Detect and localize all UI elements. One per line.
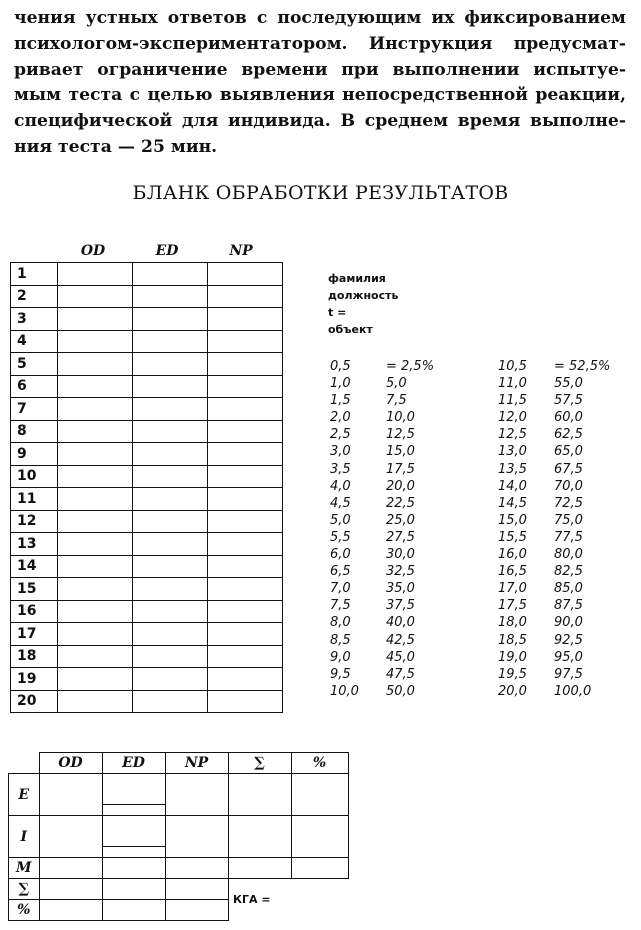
answer-cell-np[interactable] [208,578,283,601]
row-number: 5 [11,353,58,376]
percent-value: 57,5 [554,393,583,409]
answer-cell-ed[interactable] [133,263,208,286]
percent-value: 90,0 [554,615,583,631]
summary-cell[interactable] [39,858,102,879]
answer-cell-np[interactable] [208,330,283,353]
summary-cell[interactable] [102,879,165,900]
raw-score: 8,0 [330,615,351,631]
column-header-od: OD [80,243,106,259]
raw-score: 9,5 [330,666,351,682]
summary-cell[interactable] [291,816,348,858]
answer-row [11,263,283,286]
row-number: 11 [11,488,58,511]
percent-value: 80,0 [554,547,583,563]
answer-cell-np[interactable] [208,443,283,466]
percent-value: 85,0 [554,581,583,597]
raw-score: 19,0 [498,649,527,665]
row-number: 18 [11,645,58,668]
raw-score: 10,5 [498,359,527,374]
paragraph-line: мым теста с целью выявления непосредственной реакции, [14,85,626,106]
answer-cell-np[interactable] [208,510,283,533]
summary-cell[interactable] [102,774,165,816]
summary-cell[interactable] [228,816,291,858]
percent-value: = 52,5% [554,359,611,374]
summary-cell[interactable] [165,900,228,921]
answer-cell-ed[interactable] [133,308,208,331]
percent-value: 50,0 [386,683,415,699]
percent-value: 82,5 [554,564,583,580]
answer-cell-ed[interactable] [133,555,208,578]
answer-cell-np[interactable] [208,690,283,713]
summary-column-header: OD [39,753,102,774]
time-label: t = [328,306,347,319]
page-heading: БЛАНК ОБРАБОТКИ РЕЗУЛЬТАТОВ [132,182,509,204]
percent-value: 20,0 [386,478,415,494]
conversion-row [498,375,624,392]
raw-score: 2,5 [330,427,351,443]
corner-cell [9,753,40,774]
answer-cell-np[interactable] [208,263,283,286]
split-line [103,826,165,848]
percent-value: 37,5 [386,598,415,614]
answer-cell-ed[interactable] [133,375,208,398]
answer-cell-np[interactable] [208,555,283,578]
row-number: 19 [11,668,58,691]
raw-score: 6,5 [330,564,351,580]
summary-cell[interactable] [165,774,228,816]
row-number: 15 [11,578,58,601]
subject-info [328,270,398,338]
answer-cell-od[interactable] [58,623,133,646]
answer-row [11,375,283,398]
conversion-row [330,443,456,460]
conversion-row [498,649,624,666]
conversion-row [498,495,624,512]
percent-value: 70,0 [554,478,583,494]
percent-value: 22,5 [386,495,415,511]
conversion-row [498,563,624,580]
percent-value: 32,5 [386,564,415,580]
raw-score: 11,0 [498,376,527,392]
raw-score: 5,5 [330,529,351,545]
summary-cell[interactable] [102,900,165,921]
raw-score: 5,0 [330,512,351,528]
summary-cell[interactable] [165,816,228,858]
conversion-table-left [330,358,456,700]
answer-cell-od[interactable] [58,690,133,713]
answer-cell-ed[interactable] [133,443,208,466]
conversion-row [498,461,624,478]
summary-header-row [9,753,349,774]
answer-cell-ed[interactable] [133,600,208,623]
answer-cell-np[interactable] [208,668,283,691]
answer-cell-np[interactable] [208,308,283,331]
summary-row [9,858,349,879]
answer-cell-np[interactable] [208,398,283,421]
conversion-row [498,666,624,683]
intro-paragraph [14,6,626,161]
raw-score: 3,0 [330,444,351,460]
conversion-row [330,597,456,614]
percent-value: 17,5 [386,461,415,477]
answer-cell-od[interactable] [58,263,133,286]
summary-column-header: ∑ [228,753,291,774]
answer-cell-np[interactable] [208,353,283,376]
answer-cell-np[interactable] [208,600,283,623]
answer-cell-od[interactable] [58,578,133,601]
position-label: должность [328,289,399,302]
summary-row-label: E [9,774,40,816]
conversion-row [330,580,456,597]
conversion-row [330,478,456,495]
column-header-np: NP [229,243,253,259]
summary-cell[interactable] [291,858,348,879]
raw-score: 4,0 [330,478,351,494]
answer-cell-ed[interactable] [133,623,208,646]
paragraph-line: чения устных ответов с последующим их фиксированием [14,8,626,28]
raw-score: 1,0 [330,376,351,392]
answer-row [11,690,283,713]
percent-value: 10,0 [386,410,415,426]
answer-cell-np[interactable] [208,488,283,511]
conversion-row [330,666,456,683]
percent-value: 25,0 [386,512,415,528]
answer-cell-od[interactable] [58,353,133,376]
answer-cell-od[interactable] [58,488,133,511]
answer-cell-od[interactable] [58,285,133,308]
percent-value: 97,5 [554,666,583,682]
answer-row [11,555,283,578]
percent-value: 7,5 [386,393,407,409]
answer-cell-ed[interactable] [133,465,208,488]
row-number: 8 [11,420,58,443]
answer-cell-od[interactable] [58,375,133,398]
answer-cell-ed[interactable] [133,285,208,308]
summary-cell[interactable] [39,774,102,816]
raw-score: 16,0 [498,547,527,563]
answer-cell-od[interactable] [58,668,133,691]
percent-value: 75,0 [554,512,583,528]
raw-score: 6,0 [330,547,351,563]
raw-score: 12,5 [498,427,527,443]
answer-cell-od[interactable] [58,330,133,353]
answer-cell-ed[interactable] [133,533,208,556]
percent-value: 27,5 [386,529,415,545]
answer-cell-od[interactable] [58,465,133,488]
row-number: 6 [11,375,58,398]
row-number: 13 [11,533,58,556]
row-number: 2 [11,285,58,308]
conversion-row [330,649,456,666]
conversion-row [330,632,456,649]
answer-cell-ed[interactable] [133,668,208,691]
percent-value: 15,0 [386,444,415,460]
conversion-row [498,529,624,546]
paragraph-line: психологом-экспериментатором. Инструкция предусмат- [14,33,626,54]
raw-score: 19,5 [498,666,527,682]
percent-value: = 2,5% [386,359,435,374]
answer-row [11,443,283,466]
conversion-row [498,392,624,409]
summary-row [9,900,349,921]
percent-value: 67,5 [554,461,583,477]
answer-row [11,510,283,533]
row-number: 9 [11,443,58,466]
answer-row [11,308,283,331]
conversion-row [330,512,456,529]
percent-value: 55,0 [554,376,583,392]
answer-row [11,623,283,646]
percent-value: 65,0 [554,444,583,460]
conversion-row [330,529,456,546]
paragraph-line: специфической для индивида. В среднем время выполне- [14,111,626,132]
answer-cell-ed[interactable] [133,510,208,533]
percent-value: 95,0 [554,649,583,665]
raw-score: 10,0 [330,683,359,699]
summary-row [9,879,349,900]
summary-cell[interactable] [102,816,165,858]
summary-row [9,774,349,816]
row-number: 3 [11,308,58,331]
answer-table [10,262,283,713]
answer-row [11,398,283,421]
percent-value: 30,0 [386,547,415,563]
raw-score: 7,0 [330,581,351,597]
answer-row [11,285,283,308]
raw-score: 17,5 [498,598,527,614]
summary-row-label: ∑ [9,879,40,900]
conversion-row [330,683,456,700]
percent-value: 100,0 [554,683,592,699]
conversion-row [330,426,456,443]
raw-score: 17,0 [498,581,527,597]
answer-cell-od[interactable] [58,398,133,421]
answer-row [11,465,283,488]
paragraph-line: ния теста — 25 мин. [14,136,218,157]
raw-score: 0,5 [330,359,351,374]
raw-score: 14,0 [498,478,527,494]
summary-row [9,816,349,858]
raw-score: 13,5 [498,461,527,477]
answer-cell-od[interactable] [58,443,133,466]
percent-value: 12,5 [386,427,415,443]
summary-cell[interactable] [39,816,102,858]
summary-cell[interactable] [291,774,348,816]
answer-cell-od[interactable] [58,645,133,668]
conversion-row [498,409,624,426]
summary-cell[interactable] [39,879,102,900]
percent-value: 60,0 [554,410,583,426]
summary-column-header: ED [102,753,165,774]
summary-cell[interactable] [102,858,165,879]
conversion-row [498,632,624,649]
conversion-row [498,478,624,495]
raw-score: 16,5 [498,564,527,580]
answer-row [11,645,283,668]
conversion-row [330,614,456,631]
summary-row-label: M [9,858,40,879]
percent-value: 35,0 [386,581,415,597]
raw-score: 4,5 [330,495,351,511]
raw-score: 15,0 [498,512,527,528]
row-number: 14 [11,555,58,578]
answer-cell-np[interactable] [208,623,283,646]
raw-score: 1,5 [330,393,351,409]
summary-cell[interactable] [165,858,228,879]
answer-row [11,578,283,601]
summary-column-header: NP [165,753,228,774]
answer-row [11,488,283,511]
summary-cell[interactable] [228,858,291,879]
raw-score: 20,0 [498,683,527,699]
conversion-row [330,495,456,512]
answer-cell-od[interactable] [58,533,133,556]
row-number: 20 [11,690,58,713]
object-label: объект [328,323,373,336]
row-number: 7 [11,398,58,421]
summary-table [8,752,349,921]
raw-score: 15,5 [498,529,527,545]
summary-cell[interactable] [165,879,228,900]
answer-cell-np[interactable] [208,533,283,556]
answer-cell-np[interactable] [208,420,283,443]
answer-row [11,668,283,691]
conversion-row [498,512,624,529]
conversion-row [498,580,624,597]
answer-row [11,353,283,376]
row-number: 1 [11,263,58,286]
split-line [103,784,165,806]
conversion-row [330,375,456,392]
paragraph-line: ривает ограничение времени при выполнении испытуе- [14,59,626,80]
answer-cell-ed[interactable] [133,578,208,601]
answer-cell-np[interactable] [208,285,283,308]
surname-label: фамилия [328,272,386,285]
answer-row [11,600,283,623]
conversion-table-right [498,358,624,700]
answer-cell-np[interactable] [208,375,283,398]
answer-cell-ed[interactable] [133,645,208,668]
answer-cell-np[interactable] [208,465,283,488]
conversion-row [498,614,624,631]
percent-value: 5,0 [386,376,407,392]
conversion-row [330,392,456,409]
summary-row-label: I [9,816,40,858]
percent-value: 72,5 [554,495,583,511]
percent-value: 87,5 [554,598,583,614]
conversion-row [498,597,624,614]
conversion-row [498,683,624,700]
column-header-ed: ED [155,243,179,259]
row-number: 12 [11,510,58,533]
summary-column-header: % [291,753,348,774]
conversion-row [330,563,456,580]
row-number: 10 [11,465,58,488]
percent-value: 92,5 [554,632,583,648]
percent-value: 45,0 [386,649,415,665]
answer-cell-ed[interactable] [133,690,208,713]
raw-score: 7,5 [330,598,351,614]
answer-cell-od[interactable] [58,510,133,533]
kga-label: КГА = [233,893,271,906]
conversion-row [330,546,456,563]
summary-cell[interactable] [228,774,291,816]
percent-value: 77,5 [554,529,583,545]
raw-score: 18,0 [498,615,527,631]
raw-score: 14,5 [498,495,527,511]
answer-cell-ed[interactable] [133,353,208,376]
raw-score: 3,5 [330,461,351,477]
answer-cell-od[interactable] [58,600,133,623]
conversion-row [498,358,624,375]
raw-score: 2,0 [330,410,351,426]
raw-score: 18,5 [498,632,527,648]
raw-score: 12,0 [498,410,527,426]
answer-cell-ed[interactable] [133,420,208,443]
answer-cell-od[interactable] [58,420,133,443]
answer-cell-ed[interactable] [133,488,208,511]
answer-row [11,420,283,443]
conversion-row [330,461,456,478]
answer-cell-od[interactable] [58,308,133,331]
raw-score: 8,5 [330,632,351,648]
answer-cell-ed[interactable] [133,398,208,421]
percent-value: 42,5 [386,632,415,648]
summary-row-label: % [9,900,40,921]
answer-cell-od[interactable] [58,555,133,578]
conversion-row [330,358,456,375]
raw-score: 13,0 [498,444,527,460]
raw-score: 11,5 [498,393,527,409]
percent-value: 62,5 [554,427,583,443]
percent-value: 47,5 [386,666,415,682]
row-number: 16 [11,600,58,623]
answer-cell-np[interactable] [208,645,283,668]
raw-score: 9,0 [330,649,351,665]
summary-cell[interactable] [39,900,102,921]
row-number: 17 [11,623,58,646]
answer-row [11,533,283,556]
answer-cell-ed[interactable] [133,330,208,353]
row-number: 4 [11,330,58,353]
percent-value: 40,0 [386,615,415,631]
conversion-row [330,409,456,426]
conversion-row [498,546,624,563]
conversion-row [498,426,624,443]
answer-row [11,330,283,353]
conversion-row [498,443,624,460]
